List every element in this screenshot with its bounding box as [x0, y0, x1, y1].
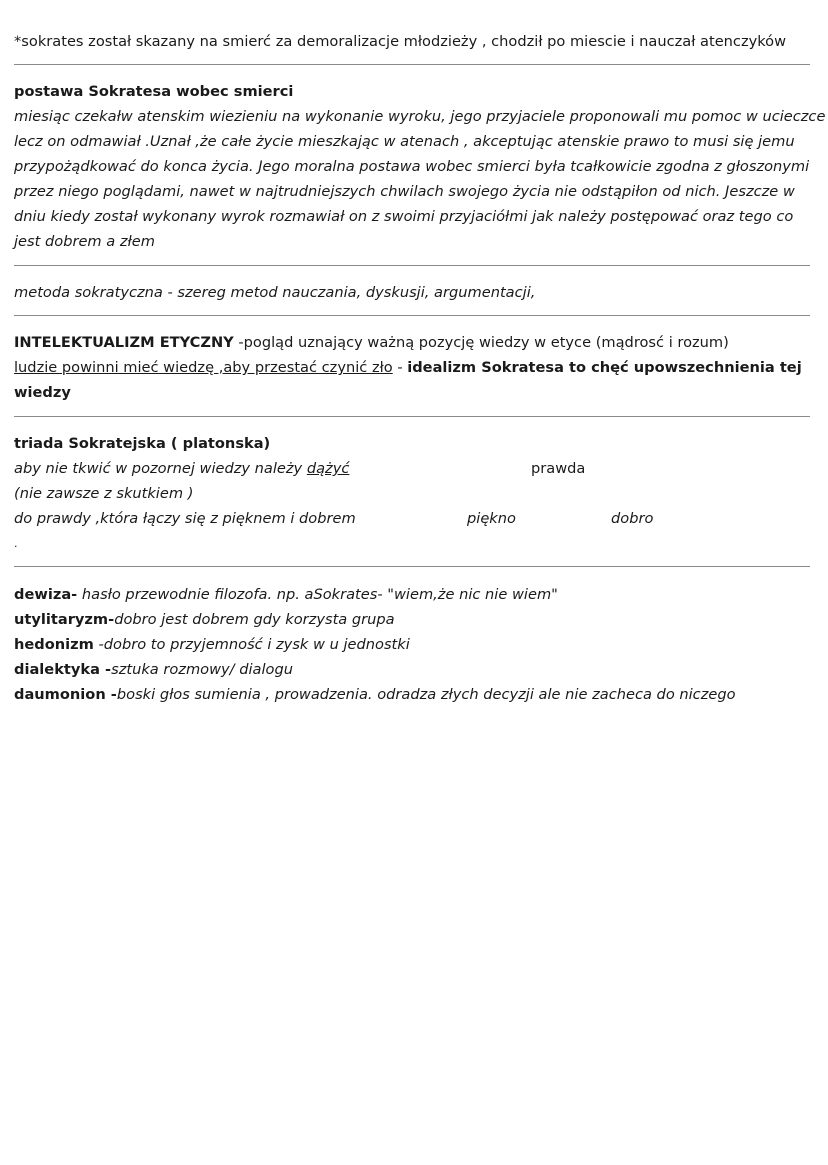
metoda-text: metoda sokratyczna - szereg metod nauczania, dyskusji, argumentacji,	[14, 284, 536, 301]
intelektualizm-line	[14, 355, 802, 380]
triada-line: do prawdy ,która łączy się z pięknem i dobrem	[14, 510, 356, 527]
glossary-term: dewiza-	[14, 586, 78, 603]
divider	[14, 416, 810, 417]
glossary-item	[14, 607, 395, 632]
divider	[14, 64, 810, 65]
postawa-line: lecz on odmawiał .Uznał ,że całe życie mieszkając w atenach , akceptując atenskie prawo to musi się jemu	[14, 133, 795, 150]
glossary-item	[14, 632, 410, 657]
triada-heading: triada Sokratejska ( platonska)	[14, 435, 271, 452]
glossary-item	[14, 657, 293, 682]
glossary-definition: sztuka rozmowy/ dialogu	[111, 661, 293, 678]
glossary-definition: dobro jest dobrem gdy korzysta grupa	[114, 611, 395, 628]
intelektualizm-term: INTELEKTUALIZM ETYCZNY	[14, 334, 234, 351]
postawa-line: przypożądkować do konca życia. Jego moralna postawa wobec smierci była tcałkowicie zgodna z głoszonymi	[14, 158, 810, 175]
triada-dot: .	[14, 537, 18, 550]
postawa-line: miesiąc czekałw atenskim wiezieniu na wykonanie wyroku, jego przyjaciele proponowali mu pomoc w ucieczce	[14, 108, 826, 125]
glossary-item	[14, 682, 736, 707]
divider	[14, 566, 810, 567]
glossary-term: dialektyka -	[14, 661, 112, 678]
glossary-term: daumonion -	[14, 686, 117, 703]
glossary-definition: -dobro to przyjemność i zysk w u jednostki	[93, 636, 410, 653]
triada-line1-prefix: aby nie tkwić w pozornej wiedzy należy	[14, 460, 307, 477]
glossary-definition: boski głos sumienia , prowadzenia. odradza złych decyzji ale nie zacheca do niczego	[116, 686, 736, 703]
glossary-item	[14, 582, 558, 607]
postawa-line: dniu kiedy został wykonany wyrok rozmawiał on z swoimi przyjaciółmi jak należy postępować oraz tego co	[14, 208, 794, 225]
intro-text: *sokrates został skazany na smierć za demoralizacje młodzieży , chodził po miescie i nauczał atenczyków	[14, 33, 787, 50]
postawa-heading: postawa Sokratesa wobec smierci	[14, 83, 294, 100]
intelektualizm-underlined: ludzie powinni mieć wiedzę ,aby przestać czynić zło	[14, 359, 393, 376]
postawa-line: przez niego poglądami, nawet w najtrudniejszych chwilach swojego życia nie odstąpiłon od nich. Jeszcze w	[14, 183, 795, 200]
glossary-definition: hasło przewodnie filozofa. np. aSokrates- "wiem,że nic nie wiem"	[77, 586, 558, 603]
divider	[14, 315, 810, 316]
triada-line: (nie zawsze z skutkiem )	[14, 485, 194, 502]
triada-line	[14, 456, 349, 481]
triada-line1-underlined: dążyć	[306, 460, 350, 477]
intelektualizm-definition: -pogląd uznający ważną pozycję wiedzy w etyce (mądrosć i rozum)	[233, 334, 729, 351]
triada-label-prawda: prawda	[531, 460, 586, 477]
triada-label-piekno: piękno	[467, 510, 516, 527]
intelektualizm-bold-cont: wiedzy	[14, 384, 71, 401]
intelektualizm-bold: idealizm Sokratesa to chęć upowszechnienia tej	[407, 359, 802, 376]
glossary-term: hedonizm	[14, 636, 94, 653]
triada-label-dobro: dobro	[611, 510, 654, 527]
intelektualizm-separator: -	[392, 359, 408, 376]
divider	[14, 265, 810, 266]
glossary-term: utylitaryzm-	[14, 611, 115, 628]
intelektualizm-line	[14, 330, 729, 355]
postawa-line: jest dobrem a złem	[14, 233, 155, 250]
